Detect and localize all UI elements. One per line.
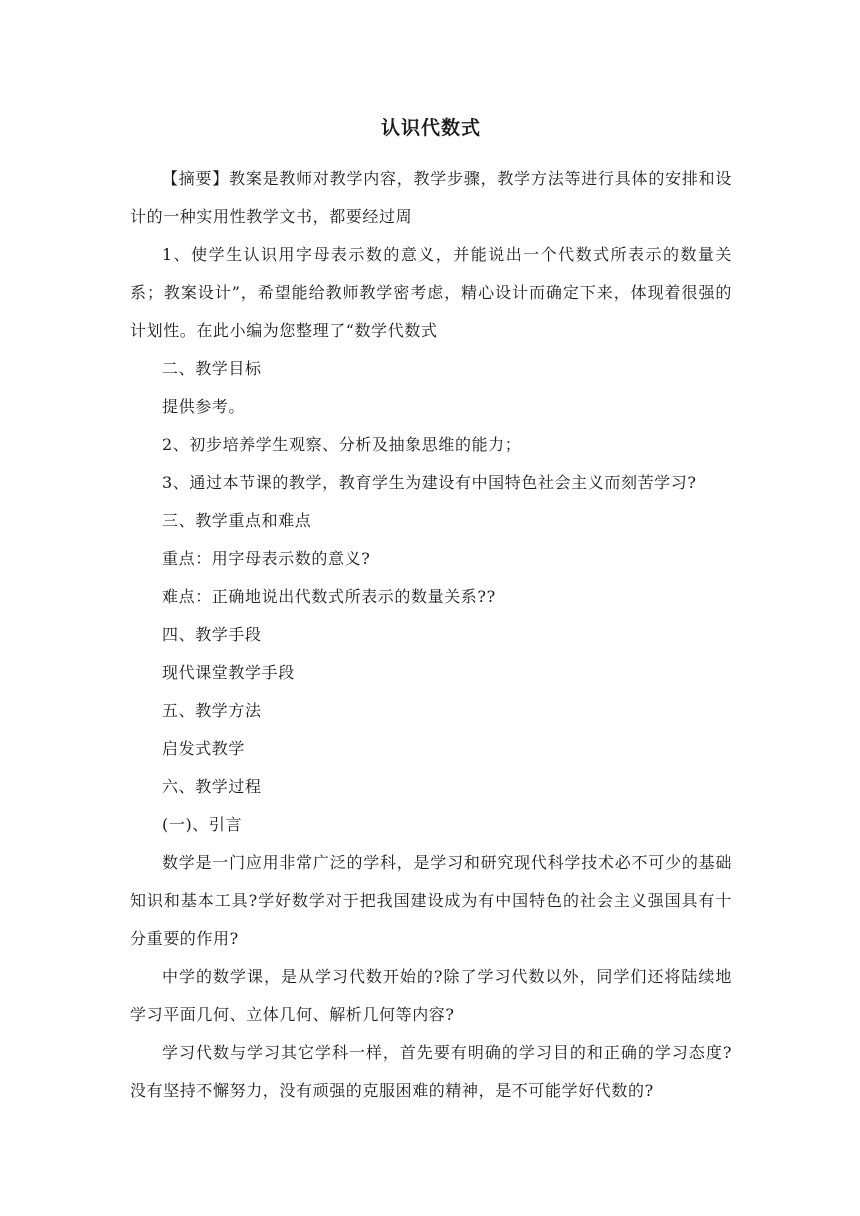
paragraph-introduction-3: 学习代数与学习其它学科一样，首先要有明确的学习目的和正确的学习态度?没有坚持不懈努力，没有顽强的克服困难的精神，是不可能学好代数的? [130, 1043, 732, 1100]
document-body [130, 160, 732, 1110]
heading-teaching-method: 五、教学方法 [162, 701, 262, 720]
paragraph-key-point: 重点：用字母表示数的意义? [162, 549, 371, 568]
heading-key-points: 三、教学重点和难点 [162, 511, 312, 530]
paragraph-objective-2: 2、初步培养学生观察、分析及抽象思维的能力； [162, 435, 522, 454]
paragraph-introduction-1: 数学是一门应用非常广泛的学科，是学习和研究现代科学技术必不可少的基础知识和基本工具?学好数学对于把我国建设成为有中国特色的社会主义强国具有十分重要的作用? [130, 853, 732, 948]
paragraph-abstract: 【摘要】教案是教师对教学内容，教学步骤，教学方法等进行具体的安排和设计的一种实用性教学文书，都要经过周 [130, 169, 732, 226]
heading-teaching-means: 四、教学手段 [162, 625, 262, 644]
heading-teaching-goals: 二、教学目标 [162, 359, 262, 378]
paragraph-teaching-method: 启发式教学 [162, 739, 246, 758]
paragraph-introduction-2: 中学的数学课，是从学习代数开始的?除了学习代数以外，同学们还将陆续地学习平面几何、立体几何、解析几何等内容? [130, 967, 732, 1024]
paragraph-objective-3: 3、通过本节课的教学，教育学生为建设有中国特色社会主义而刻苦学习? [162, 473, 697, 492]
document-title: 认识代数式 [380, 117, 481, 139]
paragraph-difficulty: 难点：正确地说出代数式所表示的数量关系?? [162, 587, 496, 606]
paragraph-reference: 提供参考。 [162, 397, 246, 416]
paragraph-objective-1: 1、使学生认识用字母表示数的意义，并能说出一个代数式所表示的数量关系；教案设计”，希望能给教师教学密考虑，精心设计而确定下来，体现着很强的计划性。在此小编为您整理了“数学代数式 [130, 245, 732, 340]
paragraph-teaching-means: 现代课堂教学手段 [162, 663, 295, 682]
heading-teaching-process: 六、教学过程 [162, 777, 262, 796]
heading-introduction: (一)、引言 [162, 815, 243, 834]
